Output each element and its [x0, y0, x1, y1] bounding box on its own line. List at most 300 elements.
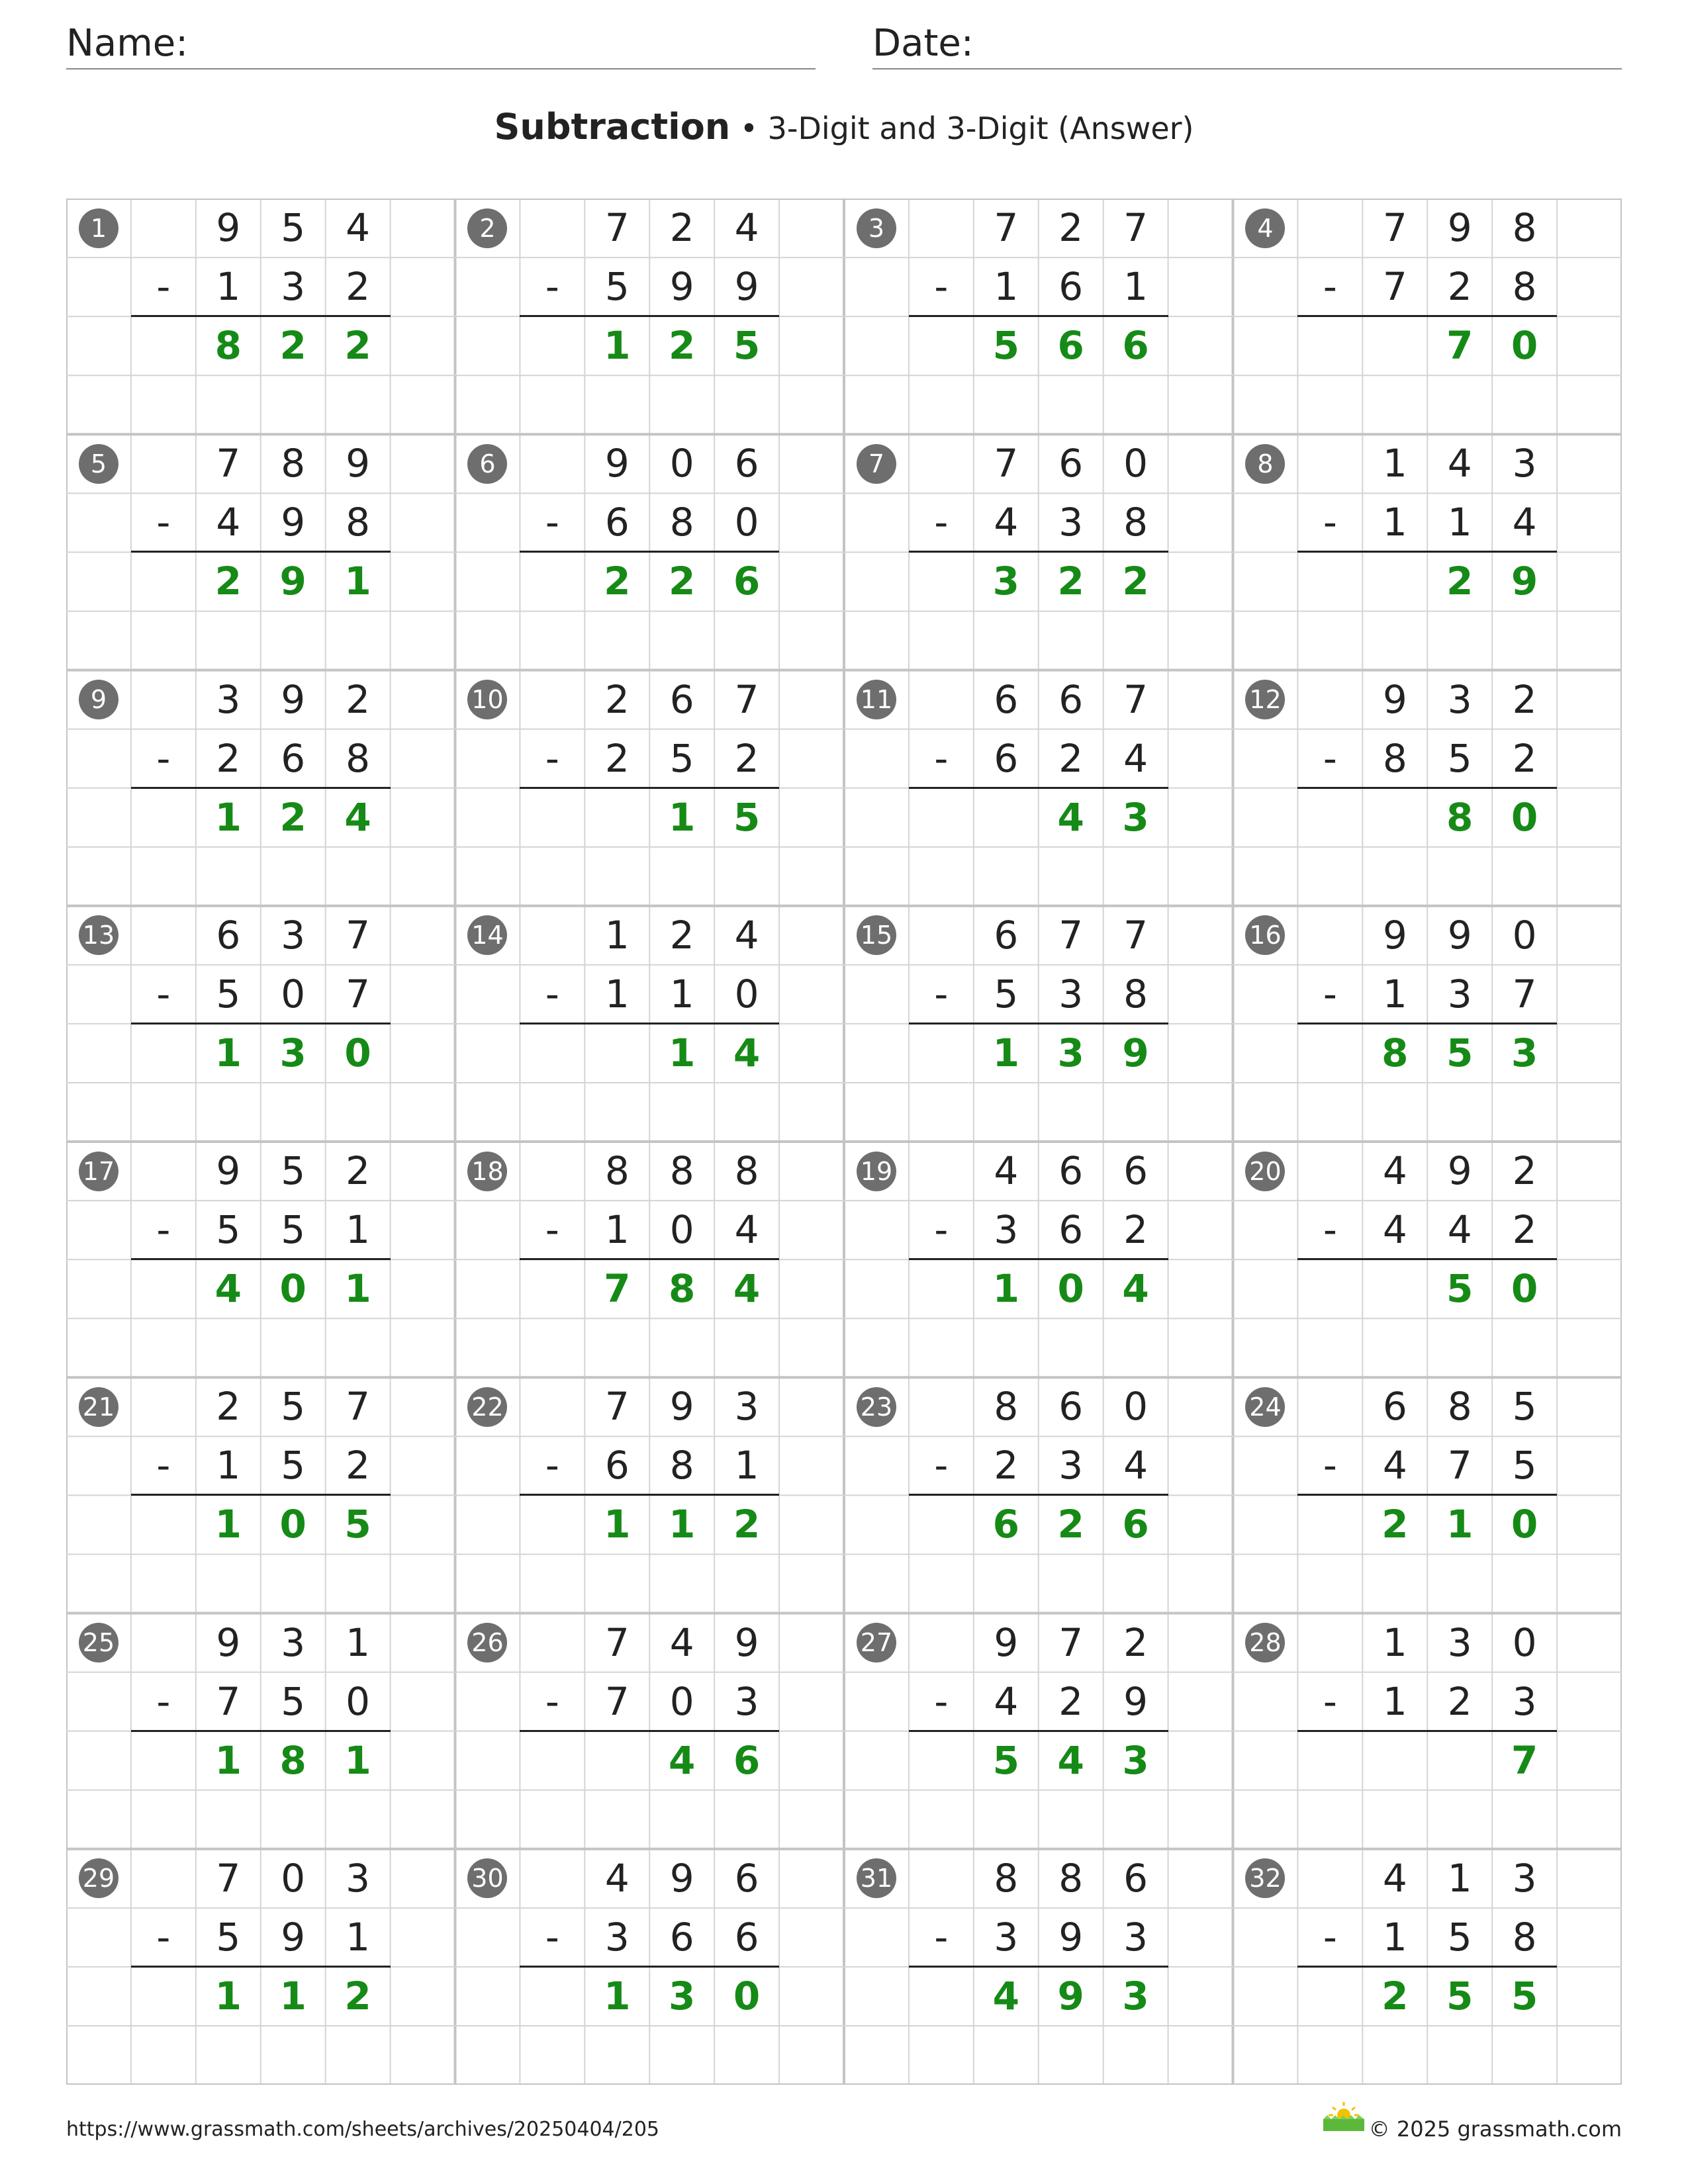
answer-digit: 2	[344, 323, 371, 369]
minus-sign: -	[156, 500, 171, 545]
answer-digit: 2	[669, 323, 696, 369]
problem-number-badge: 28	[1245, 1623, 1285, 1662]
minus-sign: -	[545, 1678, 559, 1724]
subtrahend-digit: 6	[1058, 264, 1084, 310]
problem-number-badge: 32	[1245, 1858, 1285, 1898]
subtrahend-digit: 1	[1382, 971, 1407, 1017]
subtrahend-digit: 9	[1058, 1914, 1084, 1960]
subtrahend-digit: 1	[1382, 500, 1407, 545]
answer-rule	[1297, 315, 1557, 317]
subtrahend-digit: 1	[216, 1443, 241, 1488]
subtrahend-digit: 3	[281, 264, 306, 310]
minus-sign: -	[545, 735, 559, 781]
minuend-digit: 6	[1123, 1148, 1149, 1193]
minuend-digit: 7	[994, 205, 1019, 250]
subtrahend-digit: 3	[604, 1914, 630, 1960]
answer-digit: 1	[992, 1030, 1019, 1075]
subtrahend-digit: 5	[604, 264, 630, 310]
minuend-digit: 8	[994, 1384, 1019, 1430]
minuend-digit: 1	[1447, 1855, 1472, 1901]
subtrahend-digit: 7	[216, 1678, 241, 1724]
minuend-digit: 1	[346, 1619, 371, 1665]
minuend-digit: 2	[1123, 1619, 1149, 1665]
subtrahend-digit: 2	[1512, 735, 1537, 781]
answer-digit: 2	[669, 559, 696, 604]
problem-number-badge: 13	[79, 915, 118, 955]
subtrahend-digit: 1	[604, 1207, 630, 1253]
answer-digit: 6	[733, 1737, 761, 1783]
minuend-digit: 7	[994, 441, 1019, 486]
answer-digit: 1	[214, 794, 242, 840]
minuend-digit: 2	[669, 205, 694, 250]
date-field[interactable]	[872, 20, 1622, 69]
subtrahend-digit: 8	[669, 1443, 694, 1488]
minuend-digit: 2	[1512, 676, 1537, 722]
subtrahend-digit: 5	[669, 735, 694, 781]
minuend-digit: 8	[1512, 205, 1537, 250]
problem-number-badge: 15	[857, 915, 896, 955]
answer-digit: 0	[279, 1502, 306, 1547]
minus-sign: -	[934, 1678, 949, 1724]
minuend-digit: 8	[734, 1148, 759, 1193]
answer-digit: 0	[1511, 323, 1538, 369]
answer-rule	[909, 787, 1168, 789]
subtrahend-digit: 2	[734, 735, 759, 781]
subtrahend-digit: 4	[1382, 1207, 1407, 1253]
minuend-digit: 9	[1447, 1148, 1472, 1193]
date-label: Date:	[872, 22, 974, 65]
problem-number-badge: 31	[857, 1858, 896, 1898]
minus-sign: -	[934, 264, 949, 310]
answer-rule	[520, 1258, 779, 1260]
subtrahend-digit: 7	[1512, 971, 1537, 1017]
subtrahend-digit: 1	[346, 1914, 371, 1960]
minuend-digit: 9	[1447, 912, 1472, 958]
answer-digit: 1	[669, 1502, 696, 1547]
answer-digit	[585, 1731, 649, 1790]
minuend-digit: 6	[216, 912, 241, 958]
answer-digit	[1427, 1731, 1492, 1790]
minuend-digit: 8	[281, 441, 306, 486]
answer-digit: 0	[1511, 1266, 1538, 1312]
subtrahend-digit: 5	[281, 1443, 306, 1488]
answer-digit: 8	[214, 323, 242, 369]
minuend-digit: 2	[216, 1384, 241, 1430]
subtrahend-digit: 2	[1058, 1678, 1084, 1724]
minuend-digit: 6	[734, 1855, 759, 1901]
minuend-digit: 9	[1447, 205, 1472, 250]
answer-digit: 3	[1057, 1030, 1084, 1075]
problem-number-badge: 16	[1245, 915, 1285, 955]
answer-digit: 4	[1122, 1266, 1149, 1312]
minuend-digit: 7	[1058, 1619, 1084, 1665]
answer-digit: 6	[733, 559, 761, 604]
subtrahend-digit: 3	[994, 1914, 1019, 1960]
name-field[interactable]	[66, 20, 816, 69]
subtrahend-digit: 0	[734, 500, 759, 545]
minuend-digit: 6	[1058, 1384, 1084, 1430]
answer-digit: 9	[1122, 1030, 1149, 1075]
answer-digit: 8	[1446, 794, 1474, 840]
minuend-digit: 3	[281, 1619, 306, 1665]
subtrahend-digit: 4	[1123, 1443, 1149, 1488]
minus-sign: -	[1323, 1207, 1337, 1253]
minuend-digit: 9	[734, 1619, 759, 1665]
answer-digit: 1	[344, 1266, 371, 1312]
minuend-digit: 4	[734, 205, 759, 250]
answer-rule	[520, 551, 779, 553]
subtrahend-digit: 9	[734, 264, 759, 310]
answer-digit: 1	[214, 1030, 242, 1075]
minuend-digit: 7	[1123, 205, 1149, 250]
problem-number-badge: 30	[467, 1858, 507, 1898]
answer-digit	[585, 1024, 649, 1083]
problem-number-badge: 1	[79, 208, 118, 248]
minuend-digit: 7	[1123, 676, 1149, 722]
answer-digit: 5	[733, 794, 761, 840]
minuend-digit: 7	[734, 676, 759, 722]
answer-digit: 3	[1122, 1973, 1149, 2019]
answer-rule	[131, 1023, 391, 1024]
answer-digit: 4	[992, 1973, 1019, 2019]
worksheet-title	[0, 106, 1688, 148]
subtrahend-digit: 8	[346, 500, 371, 545]
date-line	[872, 68, 1622, 69]
subtrahend-digit: 3	[1058, 500, 1084, 545]
subtrahend-digit: 1	[1382, 1914, 1407, 1960]
answer-rule	[1297, 787, 1557, 789]
answer-digit: 0	[279, 1266, 306, 1312]
answer-digit: 6	[1122, 1502, 1149, 1547]
minuend-digit: 6	[1058, 1148, 1084, 1193]
subtrahend-digit: 3	[1058, 971, 1084, 1017]
answer-rule	[1297, 1023, 1557, 1024]
answer-digit: 2	[1382, 1502, 1409, 1547]
minuend-digit: 5	[1512, 1384, 1537, 1430]
answer-digit: 1	[669, 794, 696, 840]
answer-digit: 4	[344, 794, 371, 840]
answer-digit: 2	[1446, 559, 1474, 604]
answer-digit: 0	[1057, 1266, 1084, 1312]
answer-digit: 1	[604, 1973, 631, 2019]
answer-digit: 8	[1382, 1030, 1409, 1075]
subtrahend-digit: 2	[216, 735, 241, 781]
answer-digit: 1	[214, 1973, 242, 2019]
minuend-digit: 6	[994, 676, 1019, 722]
minuend-digit: 9	[216, 205, 241, 250]
answer-digit: 1	[604, 323, 631, 369]
minus-sign: -	[156, 1207, 171, 1253]
problem-number-badge: 14	[467, 915, 507, 955]
answer-digit: 8	[279, 1737, 306, 1783]
subtrahend-digit: 7	[346, 971, 371, 1017]
answer-rule	[520, 1494, 779, 1496]
minuend-digit: 3	[346, 1855, 371, 1901]
subtrahend-digit: 2	[994, 1443, 1019, 1488]
problem-number-badge: 27	[857, 1623, 896, 1662]
minuend-digit: 2	[346, 1148, 371, 1193]
subtrahend-digit: 5	[281, 1207, 306, 1253]
minuend-digit: 6	[994, 912, 1019, 958]
answer-digit	[585, 788, 649, 847]
subtrahend-digit: 3	[1123, 1914, 1149, 1960]
subtrahend-digit: 0	[346, 1678, 371, 1724]
problem-number-badge: 20	[1245, 1152, 1285, 1191]
minuend-digit: 0	[1123, 441, 1149, 486]
subtrahend-digit: 4	[994, 500, 1019, 545]
problem-number-badge: 8	[1245, 444, 1285, 484]
minuend-digit: 5	[281, 1384, 306, 1430]
answer-rule	[131, 551, 391, 553]
minuend-digit: 9	[994, 1619, 1019, 1665]
minuend-digit: 3	[1447, 676, 1472, 722]
answer-digit: 5	[1446, 1030, 1474, 1075]
answer-digit: 5	[1446, 1266, 1474, 1312]
problem-number-badge: 7	[857, 444, 896, 484]
problem-number-badge: 11	[857, 680, 896, 719]
subtrahend-digit: 6	[734, 1914, 759, 1960]
minuend-digit: 7	[1382, 205, 1407, 250]
subtrahend-digit: 2	[604, 735, 630, 781]
minuend-digit: 4	[994, 1148, 1019, 1193]
answer-digit: 9	[1511, 559, 1538, 604]
answer-rule	[520, 787, 779, 789]
answer-digit: 4	[1057, 794, 1084, 840]
answer-rule	[909, 551, 1168, 553]
answer-rule	[909, 315, 1168, 317]
answer-digit: 5	[733, 323, 761, 369]
minus-sign: -	[1323, 971, 1337, 1017]
minus-sign: -	[1323, 264, 1337, 310]
subtrahend-digit: 6	[994, 735, 1019, 781]
answer-digit: 3	[1122, 1737, 1149, 1783]
problem-number-badge: 3	[857, 208, 896, 248]
answer-digit: 0	[733, 1973, 761, 2019]
subtrahend-digit: 4	[216, 500, 241, 545]
subtrahend-digit: 2	[1058, 735, 1084, 781]
answer-rule	[520, 1023, 779, 1024]
subtrahend-digit: 4	[994, 1678, 1019, 1724]
minus-sign: -	[1323, 1678, 1337, 1724]
subtrahend-digit: 9	[281, 1914, 306, 1960]
subtrahend-digit: 3	[734, 1678, 759, 1724]
minus-sign: -	[156, 264, 171, 310]
subtrahend-digit: 5	[1447, 1914, 1472, 1960]
minuend-digit: 9	[216, 1619, 241, 1665]
subtrahend-digit: 5	[1512, 1443, 1537, 1488]
subtrahend-digit: 0	[734, 971, 759, 1017]
minuend-digit: 0	[669, 441, 694, 486]
minus-sign: -	[934, 1443, 949, 1488]
subtrahend-digit: 2	[1447, 264, 1472, 310]
subtrahend-digit: 9	[1123, 1678, 1149, 1724]
subtrahend-digit: 1	[1447, 500, 1472, 545]
answer-rule	[131, 1730, 391, 1732]
answer-digit: 1	[669, 1030, 696, 1075]
subtrahend-digit: 1	[216, 264, 241, 310]
minuend-digit: 4	[604, 1855, 630, 1901]
minus-sign: -	[934, 971, 949, 1017]
answer-digit	[1362, 788, 1427, 847]
answer-rule	[1297, 1966, 1557, 1968]
subtrahend-digit: 5	[281, 1678, 306, 1724]
minuend-digit: 9	[669, 1855, 694, 1901]
minuend-digit: 9	[1382, 912, 1407, 958]
minuend-digit: 9	[281, 676, 306, 722]
answer-rule	[909, 1966, 1168, 1968]
answer-digit: 5	[1446, 1973, 1474, 2019]
answer-digit: 2	[604, 559, 631, 604]
answer-digit: 3	[669, 1973, 696, 2019]
answer-rule	[520, 1730, 779, 1732]
subtrahend-digit: 2	[1123, 1207, 1149, 1253]
minuend-digit: 4	[346, 205, 371, 250]
minuend-digit: 2	[604, 676, 630, 722]
subtrahend-digit: 3	[994, 1207, 1019, 1253]
subtrahend-digit: 2	[346, 1443, 371, 1488]
minuend-digit: 3	[1447, 1619, 1472, 1665]
subtrahend-digit: 9	[669, 264, 694, 310]
minuend-digit: 9	[1382, 676, 1407, 722]
subtrahend-digit: 5	[216, 971, 241, 1017]
minuend-digit: 0	[281, 1855, 306, 1901]
minuend-digit: 2	[346, 676, 371, 722]
problem-number-badge: 10	[467, 680, 507, 719]
subtrahend-digit: 4	[1123, 735, 1149, 781]
subtrahend-digit: 1	[346, 1207, 371, 1253]
answer-digit: 9	[279, 559, 306, 604]
minus-sign: -	[545, 1207, 559, 1253]
minus-sign: -	[545, 971, 559, 1017]
answer-rule	[520, 1966, 779, 1968]
subtrahend-digit: 1	[604, 971, 630, 1017]
minuend-digit: 4	[1447, 441, 1472, 486]
minuend-digit: 6	[1058, 441, 1084, 486]
minus-sign: -	[934, 1914, 949, 1960]
minuend-digit: 0	[1512, 912, 1537, 958]
answer-digit	[1362, 552, 1427, 611]
minuend-digit: 1	[1382, 1619, 1407, 1665]
answer-digit: 2	[733, 1502, 761, 1547]
answer-digit: 2	[279, 323, 306, 369]
minuend-digit: 9	[669, 1384, 694, 1430]
minuend-digit: 7	[604, 1384, 630, 1430]
minuend-digit: 4	[669, 1619, 694, 1665]
minus-sign: -	[1323, 1914, 1337, 1960]
minus-sign: -	[545, 1443, 559, 1488]
subtrahend-digit: 0	[669, 1207, 694, 1253]
subtrahend-digit: 3	[1512, 1678, 1537, 1724]
answer-digit: 0	[1511, 1502, 1538, 1547]
answer-digit: 3	[992, 559, 1019, 604]
subtrahend-digit: 7	[1382, 264, 1407, 310]
minus-sign: -	[1323, 735, 1337, 781]
subtrahend-digit: 8	[1512, 1914, 1537, 1960]
answer-rule	[909, 1494, 1168, 1496]
subtrahend-digit: 6	[604, 500, 630, 545]
answer-digit: 1	[992, 1266, 1019, 1312]
subtrahend-digit: 1	[1382, 1678, 1407, 1724]
answer-rule	[909, 1730, 1168, 1732]
answer-digit: 1	[344, 1737, 371, 1783]
subtrahend-digit: 7	[1447, 1443, 1472, 1488]
answer-digit: 7	[1446, 323, 1474, 369]
answer-digit: 5	[1511, 1973, 1538, 2019]
problem-number-badge: 6	[467, 444, 507, 484]
answer-digit: 2	[1057, 559, 1084, 604]
minuend-digit: 4	[734, 912, 759, 958]
subtrahend-digit: 9	[281, 500, 306, 545]
minuend-digit: 1	[604, 912, 630, 958]
answer-digit: 1	[214, 1737, 242, 1783]
answer-digit: 5	[992, 1737, 1019, 1783]
answer-rule	[131, 315, 391, 317]
minus-sign: -	[545, 1914, 559, 1960]
footer-url[interactable]: https://www.grassmath.com/sheets/archives/20250404/205	[66, 2118, 660, 2141]
problem-number-badge: 19	[857, 1152, 896, 1191]
answer-rule	[909, 1023, 1168, 1024]
minuend-digit: 7	[216, 1855, 241, 1901]
answer-digit: 1	[214, 1502, 242, 1547]
subtrahend-digit: 4	[734, 1207, 759, 1253]
subtrahend-digit: 5	[994, 971, 1019, 1017]
answer-digit: 0	[1511, 794, 1538, 840]
answer-digit: 2	[1057, 1502, 1084, 1547]
answer-digit: 8	[669, 1266, 696, 1312]
title-subtitle: • 3-Digit and 3-Digit (Answer)	[730, 111, 1194, 146]
minuend-digit: 6	[1058, 676, 1084, 722]
minuend-digit: 9	[346, 441, 371, 486]
minuend-digit: 7	[1058, 912, 1084, 958]
answer-rule	[1297, 551, 1557, 553]
problem-number-badge: 21	[79, 1387, 118, 1427]
subtrahend-digit: 6	[669, 1914, 694, 1960]
minus-sign: -	[934, 735, 949, 781]
subtrahend-digit: 2	[346, 264, 371, 310]
answer-digit: 1	[344, 559, 371, 604]
minus-sign: -	[545, 500, 559, 545]
subtrahend-digit: 2	[1512, 1207, 1537, 1253]
minuend-digit: 7	[346, 1384, 371, 1430]
problem-number-badge: 23	[857, 1387, 896, 1427]
answer-digit: 0	[344, 1030, 371, 1075]
minuend-digit: 7	[346, 912, 371, 958]
subtrahend-digit: 2	[1447, 1678, 1472, 1724]
subtrahend-digit: 4	[1382, 1443, 1407, 1488]
subtrahend-digit: 1	[994, 264, 1019, 310]
subtrahend-digit: 8	[1123, 971, 1149, 1017]
answer-digit: 3	[279, 1030, 306, 1075]
problem-number-badge: 24	[1245, 1387, 1285, 1427]
minuend-digit: 8	[669, 1148, 694, 1193]
minuend-digit: 7	[604, 1619, 630, 1665]
footer-copyright: © 2025 grassmath.com	[1368, 2116, 1622, 2142]
answer-digit: 4	[669, 1737, 696, 1783]
answer-rule	[1297, 1494, 1557, 1496]
minuend-digit: 5	[281, 1148, 306, 1193]
answer-digit: 1	[604, 1502, 631, 1547]
subtrahend-digit: 1	[734, 1443, 759, 1488]
answer-digit: 2	[344, 1973, 371, 2019]
minuend-digit: 6	[669, 676, 694, 722]
minuend-digit: 2	[669, 912, 694, 958]
answer-digit: 9	[1057, 1973, 1084, 2019]
problem-number-badge: 5	[79, 444, 118, 484]
answer-digit: 7	[604, 1266, 631, 1312]
answer-digit	[1362, 1731, 1427, 1790]
minus-sign: -	[156, 1443, 171, 1488]
answer-digit: 6	[1057, 323, 1084, 369]
